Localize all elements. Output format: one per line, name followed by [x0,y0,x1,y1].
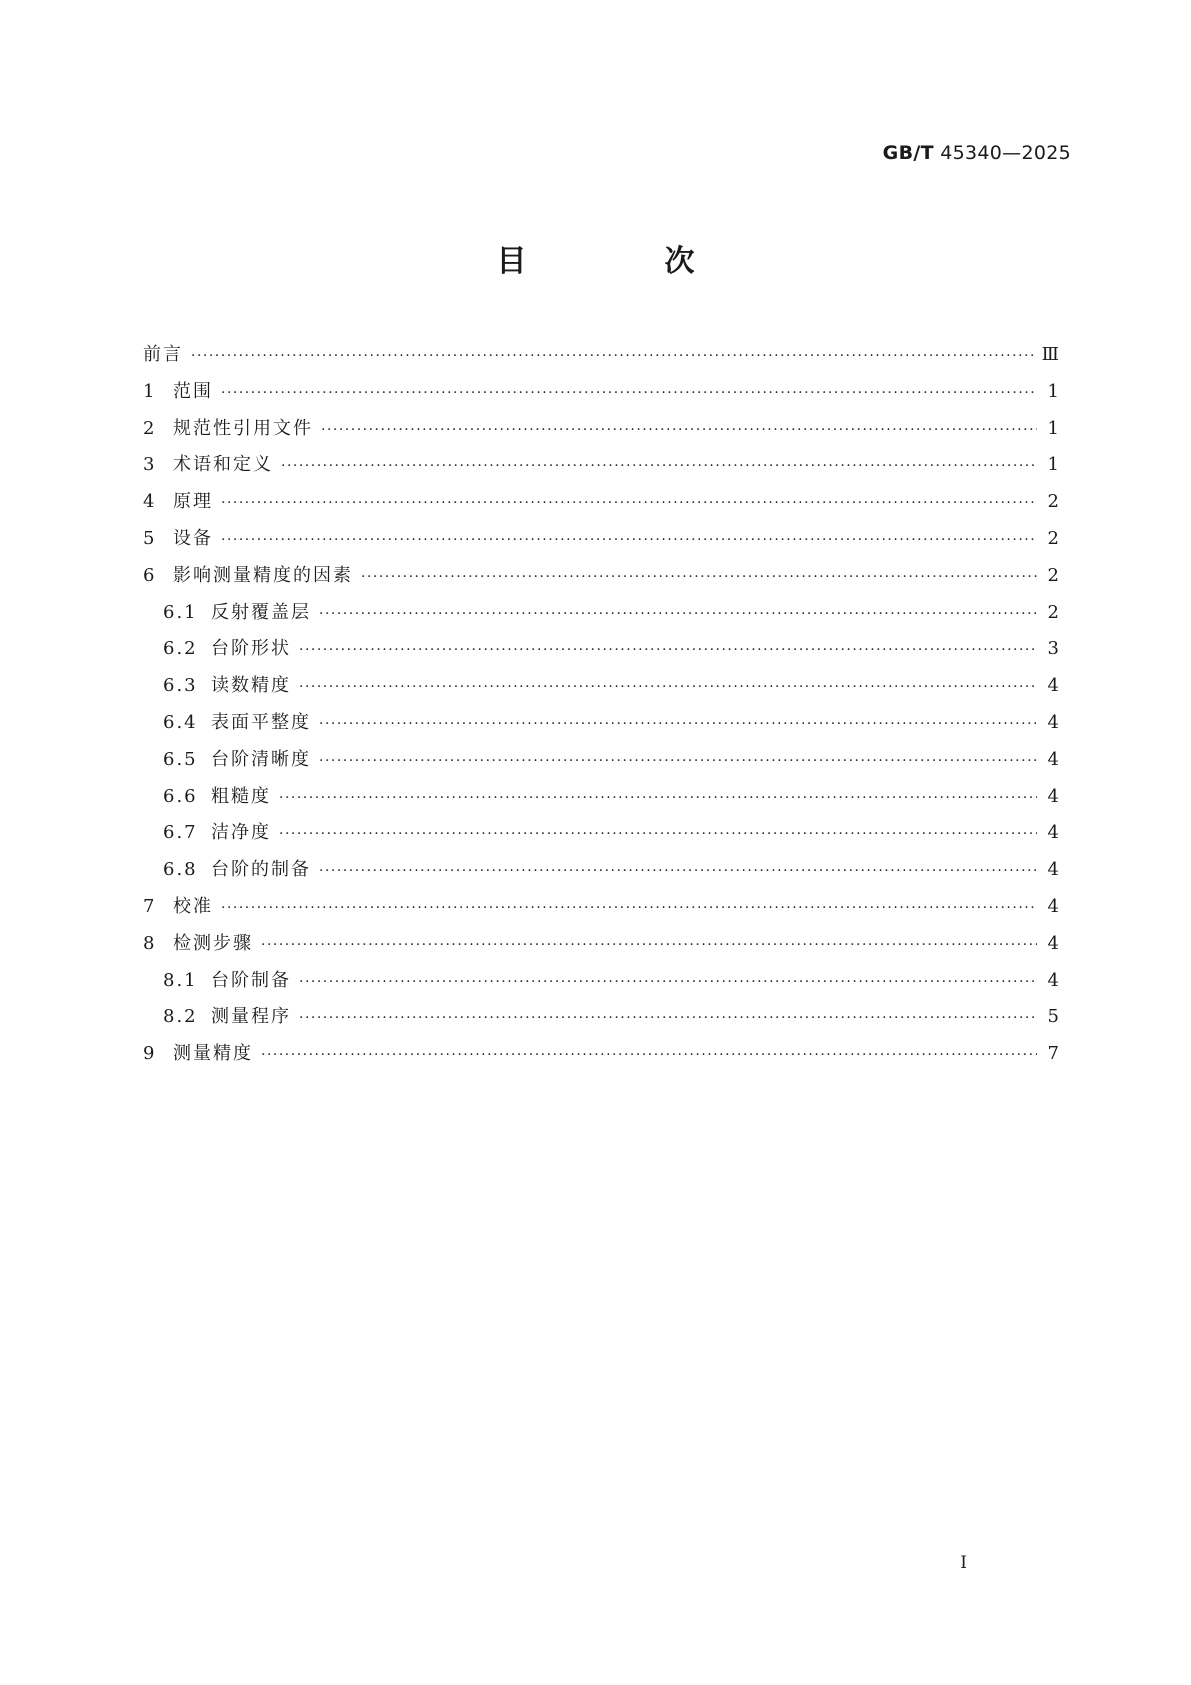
toc-entry-label: 检测步骤 [173,932,253,954]
toc-entry-label: 反射覆盖层 [211,601,311,623]
toc-entry[interactable] [143,340,1059,377]
toc-entry-page: 4 [1047,822,1059,844]
toc-dot-leader [319,716,1037,732]
toc-entry-page: 1 [1047,380,1059,402]
toc-entry[interactable] [143,1002,1059,1039]
toc-entry-page: 5 [1047,1006,1059,1028]
toc-entry-page: 2 [1047,564,1059,586]
toc-entry[interactable] [143,966,1059,1003]
toc-entry-number: 3 [143,454,157,476]
toc-entry[interactable] [143,782,1059,819]
toc-entry-number: 6.6 [163,785,198,807]
toc-dot-leader [261,937,1037,953]
document-code-number: 45340—2025 [940,142,1071,164]
toc-entry-page: 1 [1047,417,1059,439]
toc-entry-label: 台阶形状 [211,638,291,660]
toc-entry-page: 4 [1047,711,1059,733]
toc-entry[interactable] [143,892,1059,929]
toc-entry-number: 1 [143,380,157,402]
toc-dot-leader [319,863,1037,879]
toc-entry-label: 原理 [173,491,213,513]
toc-dot-leader [221,495,1037,511]
toc-entry-page: 4 [1047,748,1059,770]
toc-entry[interactable] [143,377,1059,414]
toc-dot-leader [221,900,1037,916]
toc-entry-label: 术语和定义 [173,454,273,476]
toc-entry-page: 7 [1047,1043,1059,1065]
table-of-contents [143,340,1059,1076]
toc-entry[interactable] [143,1039,1059,1076]
page-number: I [960,1553,967,1573]
toc-entry-label: 校准 [173,895,213,917]
toc-entry-number: 6.2 [163,638,198,660]
toc-entry-number: 6.7 [163,822,198,844]
toc-entry-number: 6.1 [163,601,198,623]
toc-dot-leader [361,569,1037,585]
toc-dot-leader [191,348,1034,364]
toc-entry-page: 4 [1047,895,1059,917]
toc-entry[interactable] [143,929,1059,966]
toc-entry-number: 4 [143,491,157,513]
toc-entry-number: 6.4 [163,711,198,733]
toc-dot-leader [221,532,1037,548]
toc-dot-leader [221,385,1037,401]
toc-entry-label: 测量程序 [211,1006,291,1028]
toc-entry-label: 前言 [143,344,183,365]
toc-entry-page: 2 [1047,527,1059,549]
toc-entry[interactable] [143,855,1059,892]
toc-entry-number: 8 [143,932,157,954]
toc-entry-page: 1 [1047,454,1059,476]
toc-entry[interactable] [143,414,1059,451]
toc-entry-label: 洁净度 [211,822,271,844]
toc-entry-number: 8.1 [163,969,198,991]
toc-entry[interactable] [143,671,1059,708]
toc-entry-label: 测量精度 [173,1043,253,1065]
toc-entry[interactable] [143,818,1059,855]
document-code [883,142,1071,164]
toc-entry-label: 规范性引用文件 [173,417,313,439]
toc-entry-number: 9 [143,1043,157,1065]
page-title: 目 次 [496,244,749,279]
toc-entry-label: 台阶的制备 [211,859,311,881]
toc-entry-number: 6.8 [163,859,198,881]
toc-entry[interactable] [143,634,1059,671]
toc-entry-number: 8.2 [163,1006,198,1028]
toc-entry-page: 4 [1047,859,1059,881]
toc-entry[interactable] [143,487,1059,524]
toc-entry-page: 2 [1047,491,1059,513]
toc-dot-leader [261,1047,1037,1063]
toc-dot-leader [319,753,1037,769]
toc-entry-page: 4 [1047,969,1059,991]
toc-entry-number: 2 [143,417,157,439]
toc-entry-label: 台阶清晰度 [211,748,311,770]
toc-dot-leader [299,679,1037,695]
toc-entry-page: 4 [1047,932,1059,954]
toc-entry-label: 影响测量精度的因素 [173,564,353,586]
toc-dot-leader [279,790,1037,806]
toc-entry[interactable] [143,524,1059,561]
toc-dot-leader [321,422,1037,438]
toc-entry-label: 读数精度 [211,675,291,697]
toc-entry-page: 4 [1047,785,1059,807]
toc-entry[interactable] [143,450,1059,487]
toc-entry-label: 台阶制备 [211,969,291,991]
toc-dot-leader [319,606,1037,622]
toc-entry[interactable] [143,561,1059,598]
toc-dot-leader [279,826,1037,842]
toc-entry-number: 6 [143,564,157,586]
toc-entry-page: 4 [1047,675,1059,697]
toc-entry-label: 表面平整度 [211,711,311,733]
toc-entry-page: 3 [1047,638,1059,660]
toc-dot-leader [281,458,1037,474]
toc-dot-leader [299,1010,1037,1026]
toc-entry-page: Ⅲ [1041,344,1059,365]
toc-entry-page: 2 [1047,601,1059,623]
toc-dot-leader [299,642,1037,658]
toc-entry-number: 6.5 [163,748,198,770]
toc-entry-label: 范围 [173,380,213,402]
toc-entry[interactable] [143,708,1059,745]
toc-entry[interactable] [143,745,1059,782]
toc-entry-label: 粗糙度 [211,785,271,807]
toc-entry-number: 6.3 [163,675,198,697]
document-code-prefix: GB/T [882,142,934,164]
toc-entry-number: 5 [143,527,157,549]
toc-entry-number: 7 [143,895,157,917]
toc-entry[interactable] [143,598,1059,635]
toc-dot-leader [299,974,1037,990]
toc-entry-label: 设备 [173,527,213,549]
